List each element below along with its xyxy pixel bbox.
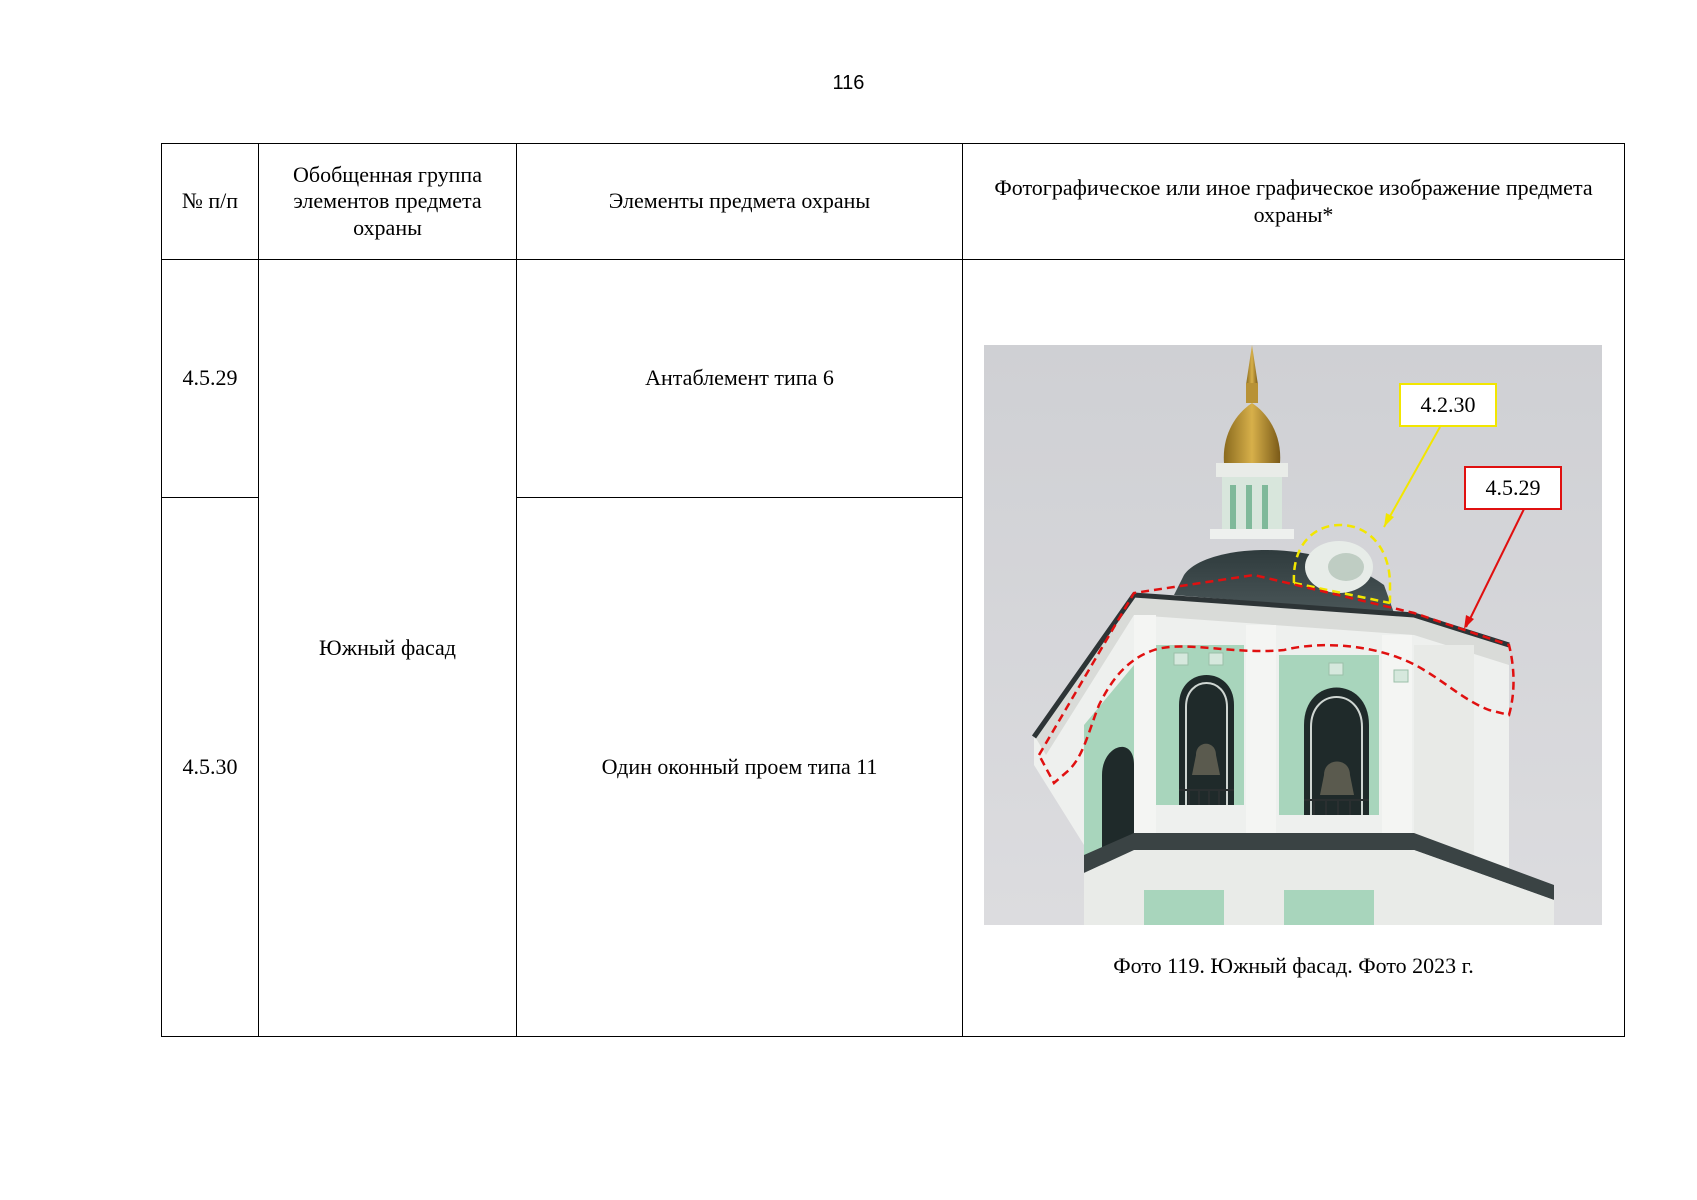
header-elements: Элементы предмета охраны (517, 144, 963, 260)
row-number: 4.5.30 (162, 498, 259, 1037)
page-number: 116 (832, 72, 865, 94)
facade-photo-illustration (984, 345, 1602, 925)
table-header-row (162, 144, 1625, 260)
header-group: Обобщенная группа элементов предмета охраны (259, 144, 517, 260)
row-element: Один оконный проем типа 11 (517, 498, 963, 1037)
group-name: Южный фасад (259, 260, 517, 1037)
protection-elements-table (161, 143, 1625, 1037)
photo-cell (963, 260, 1625, 1037)
photo-caption: Фото 119. Южный фасад. Фото 2023 г. (1113, 953, 1474, 978)
row-number: 4.5.29 (162, 260, 259, 498)
header-image: Фотографическое или иное графическое изображение предмета охраны* (963, 144, 1625, 260)
table-row (162, 260, 1625, 498)
red-callout-label: 4.5.29 (1485, 475, 1541, 500)
yellow-callout-label: 4.2.30 (1420, 392, 1476, 417)
row-element: Антаблемент типа 6 (517, 260, 963, 498)
header-number: № п/п (162, 144, 259, 260)
facade-photo (984, 345, 1602, 925)
